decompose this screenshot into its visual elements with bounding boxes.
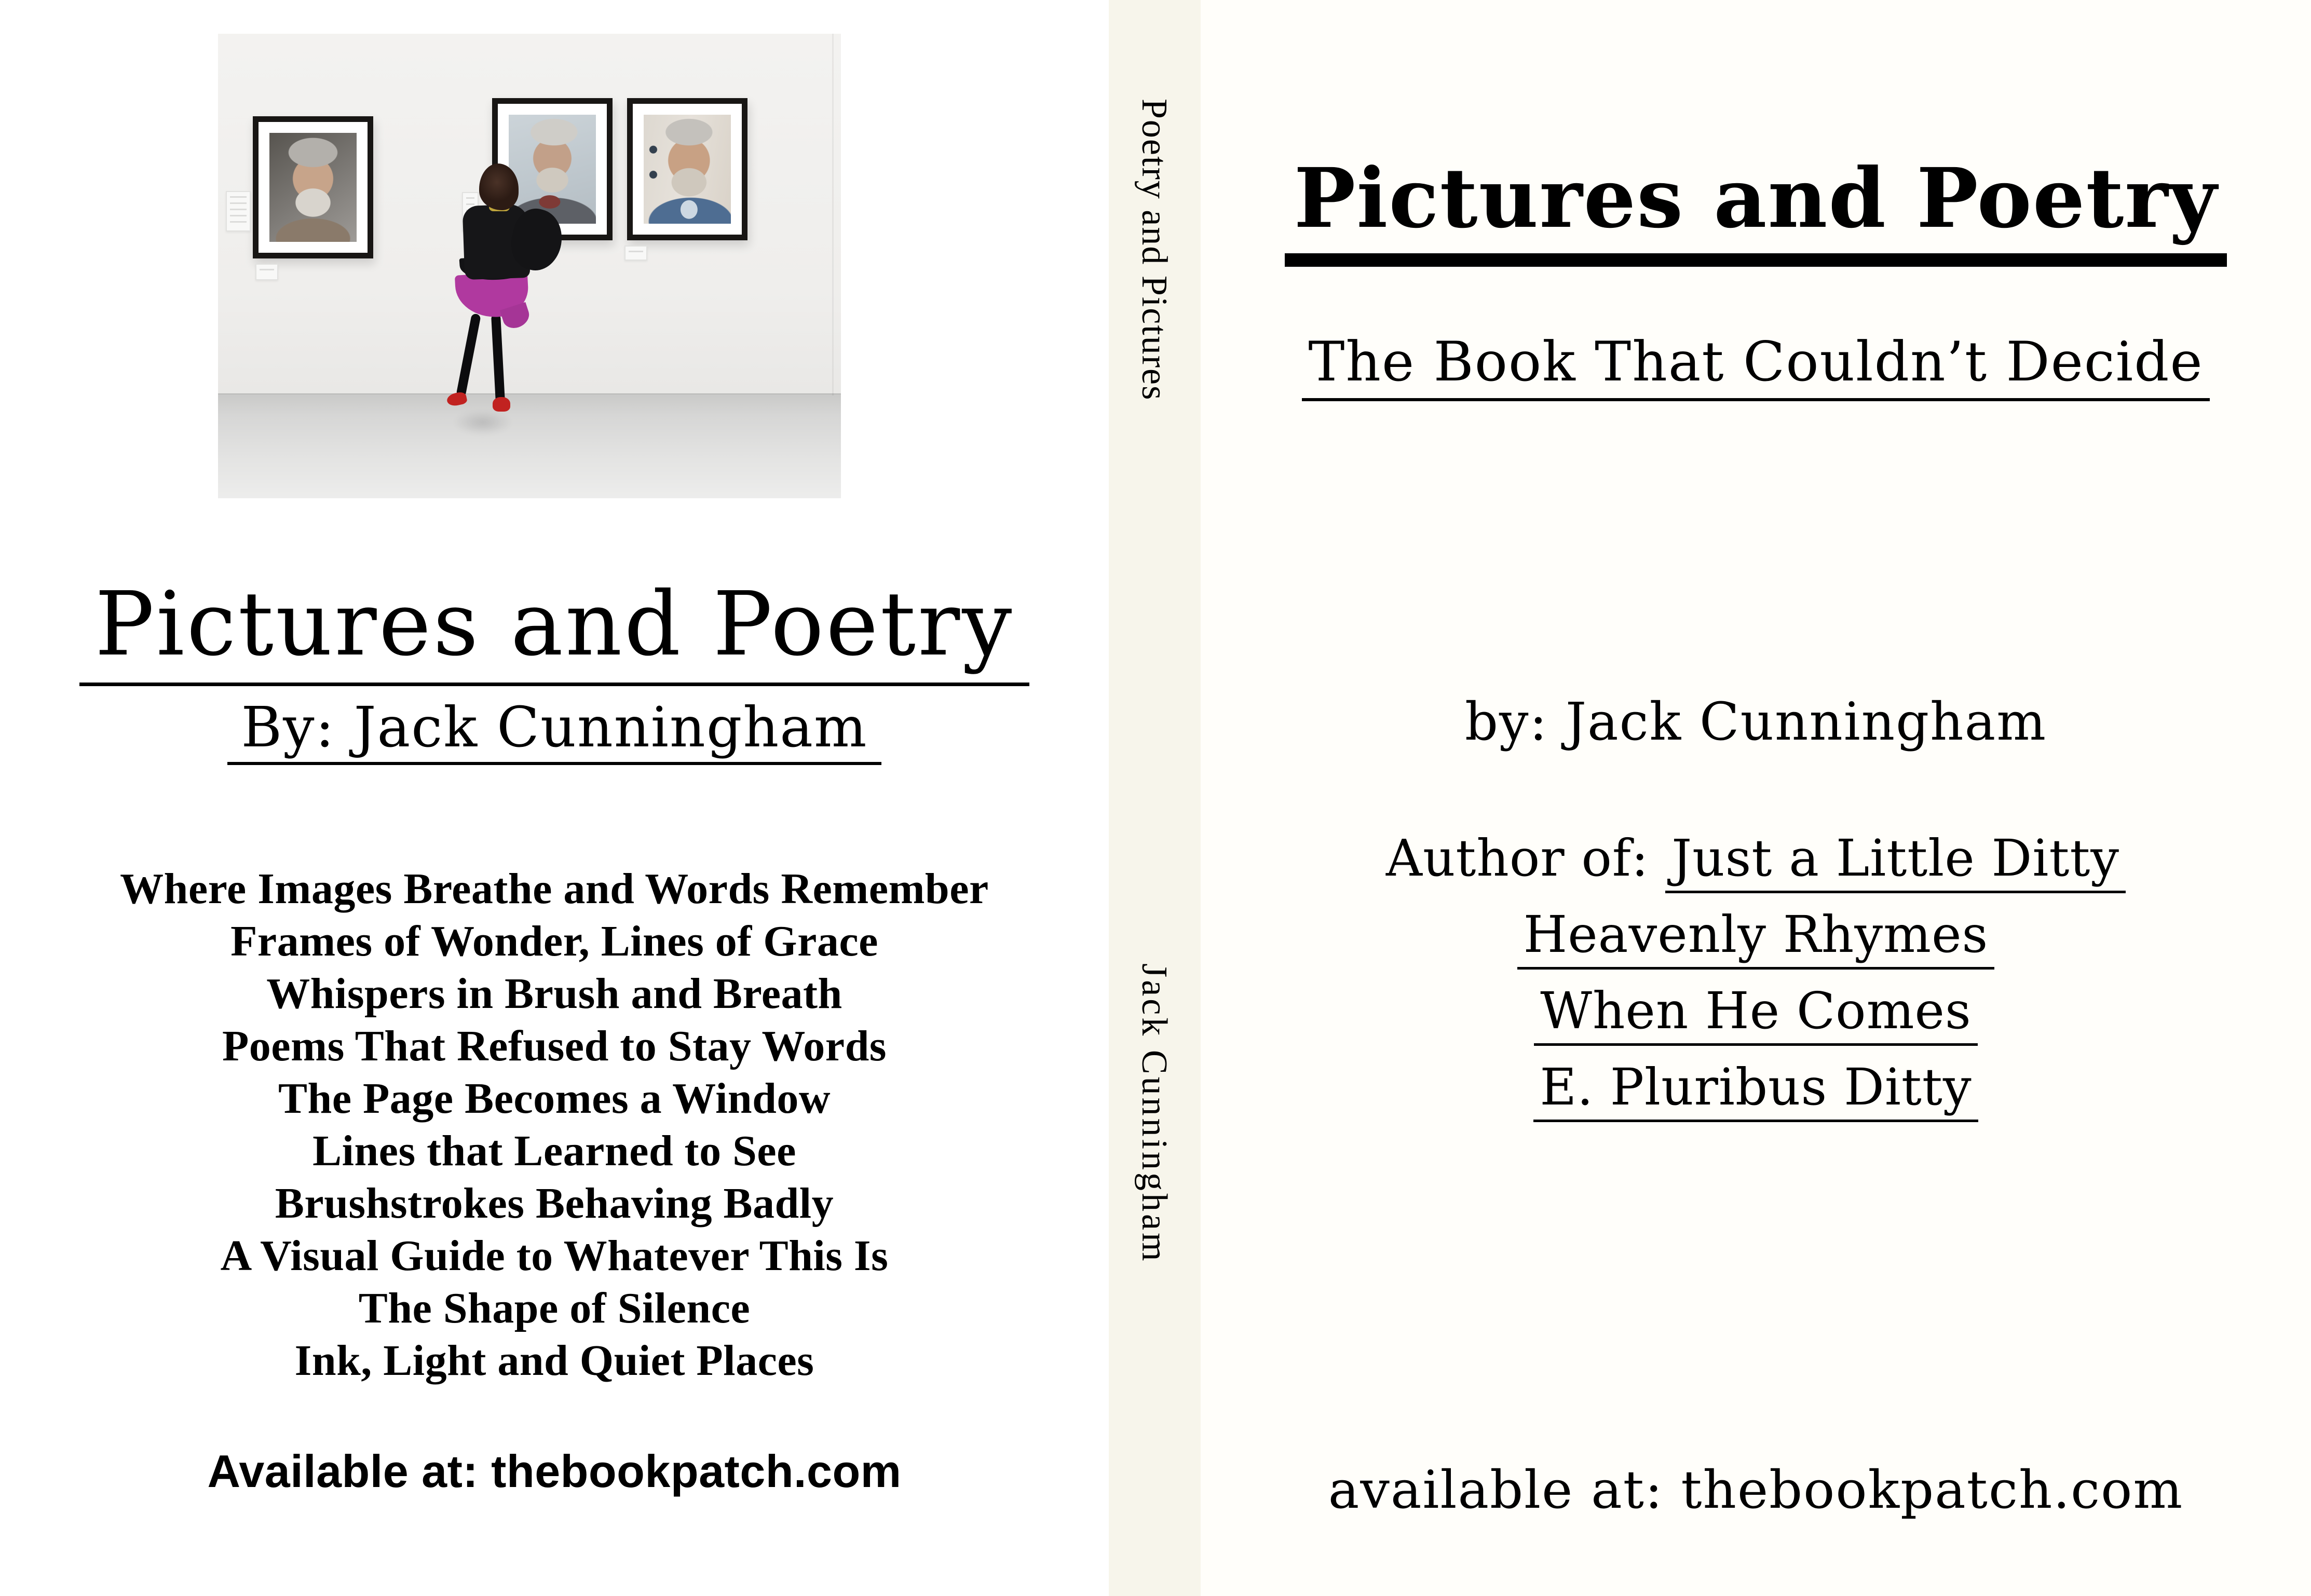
author-of-title: Just a Little Ditty: [1665, 830, 2126, 893]
back-availability-text: Available at: thebookpatch.com: [207, 1445, 902, 1497]
spine: [1109, 0, 1201, 1596]
author-of-line: [1201, 830, 2311, 893]
poem-line: Brushstrokes Behaving Badly: [275, 1179, 834, 1227]
other-title-text: When He Comes: [1534, 983, 1978, 1046]
poem-line: Where Images Breathe and Words Remember: [120, 865, 989, 913]
other-title-line: [1201, 983, 2311, 1046]
woman-figure: [218, 34, 841, 498]
spine-author-text: Jack Cunningham: [1134, 963, 1174, 1264]
poem-line: Frames of Wonder, Lines of Grace: [230, 917, 878, 965]
back-cover: [0, 0, 1109, 1596]
woman-right-leg: [491, 314, 505, 403]
front-cover-byline: by: Jack Cunningham: [1464, 691, 2047, 752]
woman-left-shoe: [446, 391, 468, 407]
woman-hair: [479, 163, 519, 210]
woman-right-shoe: [493, 397, 510, 412]
front-availability-text: available at: thebookpatch.com: [1328, 1459, 2184, 1520]
spine-title-text: Poetry and Pictures: [1134, 99, 1174, 401]
back-cover-title: [0, 574, 1109, 686]
author-of-list: [1201, 830, 2311, 1136]
other-title-line: [1201, 907, 2311, 970]
front-cover-title: [1201, 151, 2311, 267]
woman-floor-reflection: [441, 412, 524, 448]
author-of-prefix: Author of:: [1385, 829, 1666, 888]
back-cover-byline-text: By: Jack Cunningham: [227, 697, 881, 765]
other-title-line: [1201, 1059, 2311, 1122]
front-cover-subtitle-text: The Book That Couldn’t Decide: [1302, 332, 2209, 401]
poem-line: A Visual Guide to Whatever This Is: [220, 1232, 889, 1280]
front-cover: [1201, 0, 2311, 1596]
front-cover-subtitle: [1201, 332, 2311, 401]
back-cover-photo: [218, 34, 841, 498]
back-cover-title-text: Pictures and Poetry: [79, 574, 1030, 686]
poem-title-list: [0, 863, 1109, 1387]
poem-line: Whispers in Brush and Breath: [266, 970, 842, 1018]
poem-line: Poems That Refused to Stay Words: [222, 1022, 887, 1070]
poem-line: Ink, Light and Quiet Places: [294, 1336, 814, 1385]
back-cover-byline: [0, 697, 1109, 765]
front-cover-title-text: Pictures and Poetry: [1285, 156, 2227, 267]
poem-line: The Page Becomes a Window: [278, 1074, 831, 1123]
woman-left-leg: [456, 313, 481, 397]
poem-line: The Shape of Silence: [358, 1284, 751, 1332]
poem-line: Lines that Learned to See: [312, 1127, 796, 1175]
other-title-text: Heavenly Rhymes: [1517, 907, 1995, 970]
other-title-text: E. Pluribus Ditty: [1533, 1059, 1978, 1122]
